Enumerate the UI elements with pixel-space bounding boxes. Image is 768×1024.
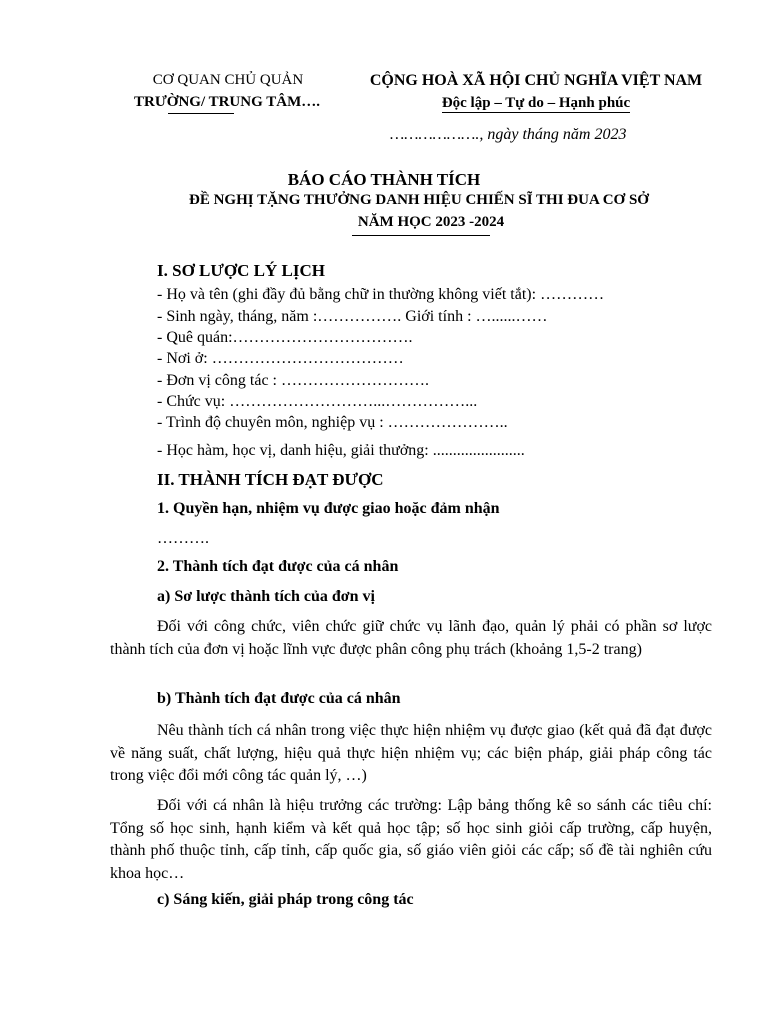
document-subtitle: ĐỀ NGHỊ TẶNG THƯỞNG DANH HIỆU CHIẾN SĨ THI ĐUA CƠ SỞ [189,192,649,208]
paragraph-principal-statistics: Đối với cá nhân là hiệu trưởng các trường: Lập bảng thống kê so sánh các tiêu chí: Tổng số học sinh, hạnh kiểm và kết quả học tập; số học sinh giỏi cấp trường, cấp huyện, thành phố thuộc tỉnh, cấp tỉnh, cấp quốc gia, số giáo viên giỏi các cấp; số đề tài nghiên cứu khoa học… [110,797,712,882]
country-name: CỘNG HOÀ XÃ HỘI CHỦ NGHĨA VIỆT NAM [369,72,703,89]
section-1-heading: I. SƠ LƯỢC LÝ LỊCH [157,261,325,280]
subsection-2c-heading: c) Sáng kiến, giải pháp trong công tác [157,891,414,908]
subsection-1-heading: 1. Quyền hạn, nhiệm vụ được giao hoặc đảm nhận [157,500,500,517]
date-line: ………………., ngày tháng năm 2023 [390,126,627,143]
bio-line-workplace: - Đơn vị công tác : ………………………. [157,372,429,389]
paragraph-unit-summary: Đối với công chức, viên chức giữ chức vụ lãnh đạo, quản lý phải có phần sơ lược thành tích của đơn vị hoặc lĩnh vực được phân công phụ trách (khoảng 1,5-2 trang) [110,618,712,658]
bio-line-hometown: - Quê quán:……………………………. [157,329,413,346]
bio-line-position: - Chức vụ: ………………………...……………... [157,393,478,410]
national-motto-text: Độc lập – Tự do – Hạnh phúc [441,95,631,111]
school-year: NĂM HỌC 2023 -2024 [357,214,505,230]
subsection-2-heading: 2. Thành tích đạt được của cá nhân [157,558,399,575]
section-2-heading: II. THÀNH TÍCH ĐẠT ĐƯỢC [157,470,384,489]
bio-line-residence: - Nơi ở: ……………………………… [157,350,404,367]
bio-line-qualification: - Trình độ chuyên môn, nghiệp vụ : ………………….. [157,414,508,431]
subsection-1-text: ………. [157,530,209,547]
subsection-2b-heading: b) Thành tích đạt được của cá nhân [157,690,401,707]
national-motto [350,95,722,112]
document-title: BÁO CÁO THÀNH TÍCH [287,170,481,189]
school-name: TRƯỜNG/ TRUNG TÂM…. [134,94,320,110]
bio-line-birth: - Sinh ngày, tháng, năm :……………. Giới tính : …......…… [157,308,548,325]
header-left-divider [168,113,234,114]
agency-name: CƠ QUAN CHỦ QUẢN [152,72,304,88]
bio-line-name: - Họ và tên (ghi đầy đủ bằng chữ in thường không viết tắt): ………… [157,286,605,303]
bio-line-awards: - Học hàm, học vị, danh hiệu, giải thưởng: ....................... [157,442,525,459]
title-divider [352,235,490,236]
paragraph-personal-achievement: Nêu thành tích cá nhân trong việc thực hiện nhiệm vụ được giao (kết quả đã đạt được về năng suất, chất lượng, hiệu quả thực hiện nhiệm vụ; các biện pháp, giải pháp công tác trong việc đổi mới công tác quản lý, …) [110,722,712,784]
subsection-2a-heading: a) Sơ lược thành tích của đơn vị [157,588,375,605]
